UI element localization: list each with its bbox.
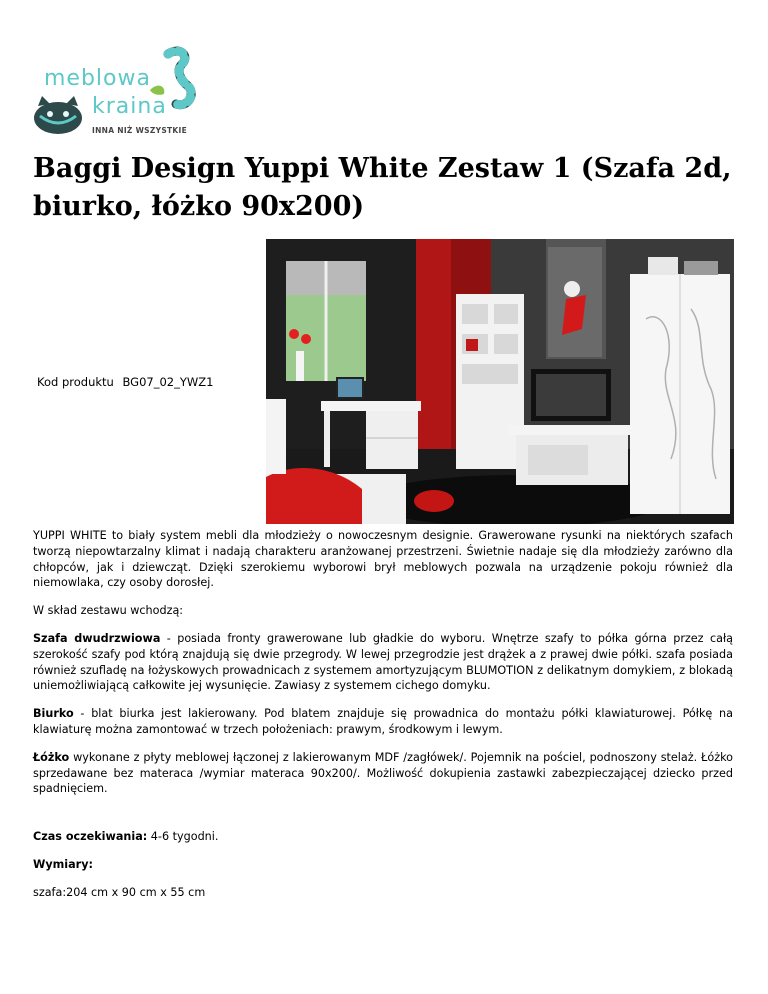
room-photo-icon xyxy=(266,239,734,524)
desk-text: - blat biurka jest lakierowany. Pod blatem znajduje się prowadnica do montażu półki klawiaturowej. Półkę na klawiaturę można zamontować w trzech położeniach: prawym, środkowym i lewym. xyxy=(33,707,733,736)
product-description xyxy=(33,528,733,913)
wait-label: Czas oczekiwania: xyxy=(33,830,148,844)
wardrobe-text: - posiada fronty grawerowane lub gładkie do wyboru. Wnętrze szafy to półka górna przez całą szerokość szafy pod którą znajdują się dwie przegrody. W lewej przegrodzie jest drążek a z prawej dwie półki. szafa posiada również szufladę na łożyskowych prowadnicach z systemem amortyzującym BLUMOTION z delikatnym domykiem, z blokadą uniemożliwiającą całkowite jej wysunięcie. Zawiasy z systemem cichego domyku. xyxy=(33,631,733,693)
logo-wordmark-top: meblowa xyxy=(44,66,151,91)
intro-paragraph: YUPPI WHITE to biały system mebli dla młodzieży o nowoczesnym designie. Grawerowane rysunki na niektórych szafach tworzą niepowtarzalny klimat i nadają charakteru aranżowanej przestrzeni. Świetnie nadaje się dla młodzieży zarówno dla chłopców, jak i dziewcząt. Dzięki szerokiemu wyborowi brył meblowych pozwala na urządzenie pokoju również dla niemowlaka, czy osoby dorosłej. xyxy=(33,529,733,590)
bed-paragraph xyxy=(33,750,733,797)
product-code-label: Kod produktu xyxy=(37,375,114,389)
bed-text: wykonane z płyty meblowej łączonej z lakierowanym MDF /zagłówek/. Pojemnik na pościel, podnoszony stelaż. Łóżko sprzedawane bez materaca /wymiar materaca 90x200/. Możliwość dokupienia zastawki zabezpieczającej dziecko przed spadnięciem. xyxy=(33,750,733,796)
logo-tagline: INNA NIŻ WSZYSTKIE xyxy=(92,126,188,135)
cat-logo-icon xyxy=(30,46,200,138)
set-intro: W skład zestawu wchodzą: xyxy=(33,604,184,618)
dimensions-heading xyxy=(33,857,733,873)
logo-wordmark-bottom: kraina xyxy=(92,94,167,119)
dimensions-label: Wymiary: xyxy=(33,857,93,871)
product-code xyxy=(37,375,213,389)
logo xyxy=(30,46,200,138)
wait-time xyxy=(33,829,733,845)
wait-value: 4-6 tygodni. xyxy=(147,830,219,844)
wardrobe-paragraph xyxy=(33,631,733,694)
product-photo xyxy=(266,239,734,524)
desk-label: Biurko xyxy=(33,707,74,721)
dimensions-wardrobe: szafa:204 cm x 90 cm x 55 cm xyxy=(33,885,206,899)
wardrobe-label: Szafa dwudrzwiowa xyxy=(33,631,161,645)
bed-label: Łóżko xyxy=(33,750,70,764)
page-title: Baggi Design Yuppi White Zestaw 1 (Szafa 2d, biurko, łóżko 90x200) xyxy=(33,153,732,222)
product-code-value: BG07_02_YWZ1 xyxy=(122,375,214,389)
desk-paragraph xyxy=(33,706,733,738)
